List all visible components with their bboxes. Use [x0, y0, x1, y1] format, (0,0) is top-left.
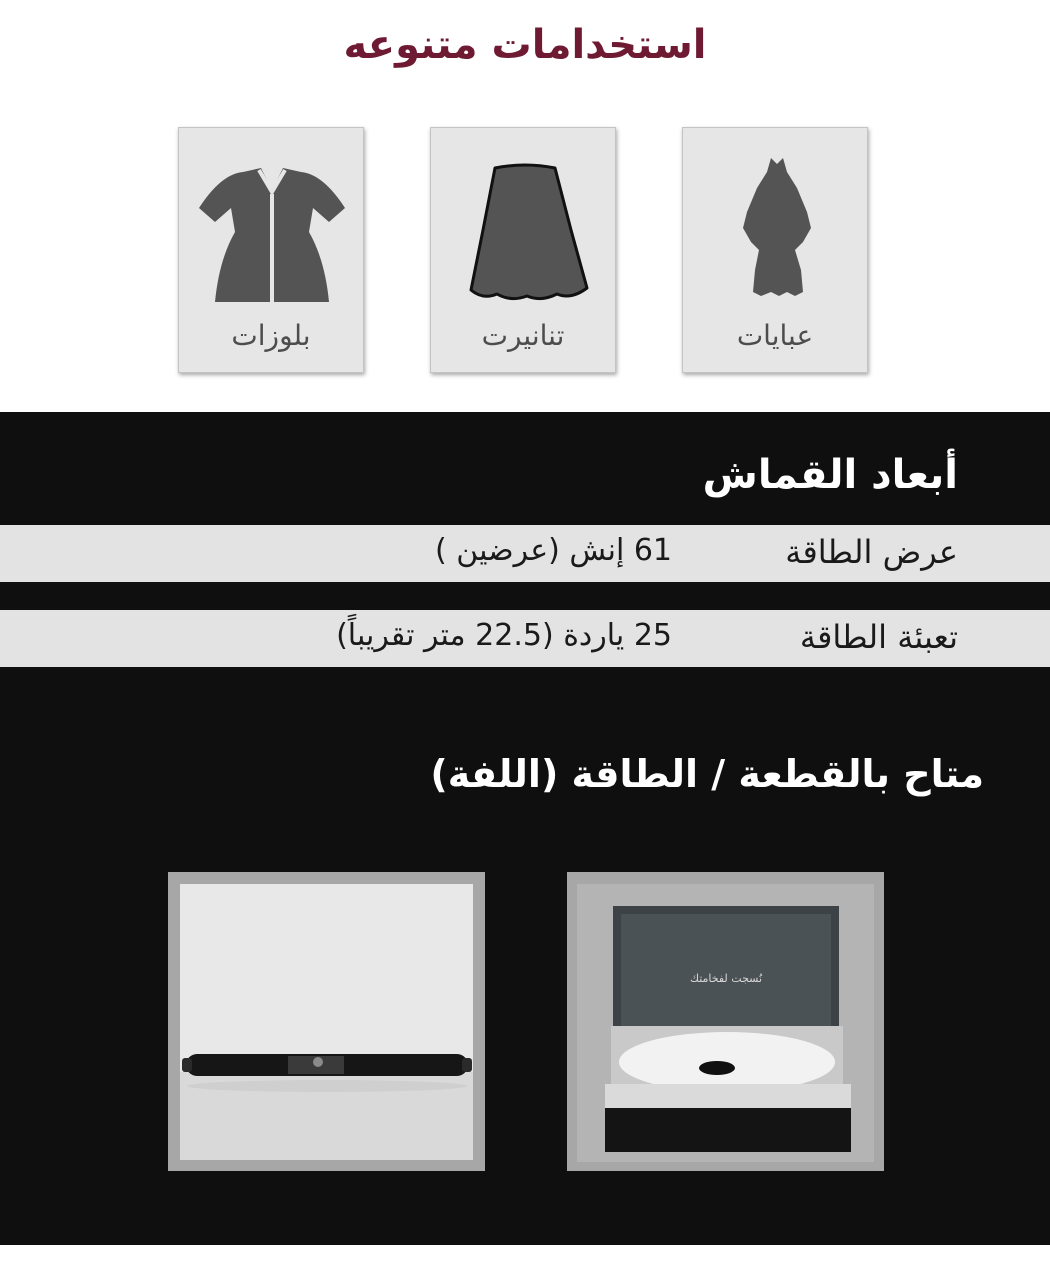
spec-value: 61 إنش (عرضين ): [435, 533, 672, 568]
spec-key: تعبئة الطاقة: [799, 618, 958, 656]
spec-row-width: [0, 525, 1050, 582]
blouse-label: بلوزات: [231, 319, 311, 352]
spec-value: 25 ياردة (22.5 متر تقريباً): [336, 618, 672, 653]
skirt-icon: [431, 150, 617, 310]
blouse-card[interactable]: [178, 127, 364, 373]
blouse-icon: [179, 150, 365, 310]
availability-title: متاح بالقطعة / الطاقة (اللفة): [430, 752, 984, 796]
box-caption: نُسجت لفخامتك: [689, 972, 763, 985]
spec-row-packing: [0, 610, 1050, 667]
gift-box-photo: [567, 872, 884, 1171]
fabric-roll-photo: [168, 872, 485, 1171]
skirt-card[interactable]: [430, 127, 616, 373]
abaya-icon: [683, 150, 869, 310]
abaya-label: عبايات: [736, 319, 814, 352]
spec-key: عرض الطاقة: [785, 533, 958, 571]
dimensions-title: أبعاد القماش: [702, 452, 958, 498]
abaya-card[interactable]: [682, 127, 868, 373]
uses-cards: [0, 127, 1050, 377]
skirt-label: تنانيرت: [481, 319, 565, 352]
uses-title: استخدامات متنوعه: [343, 22, 707, 68]
